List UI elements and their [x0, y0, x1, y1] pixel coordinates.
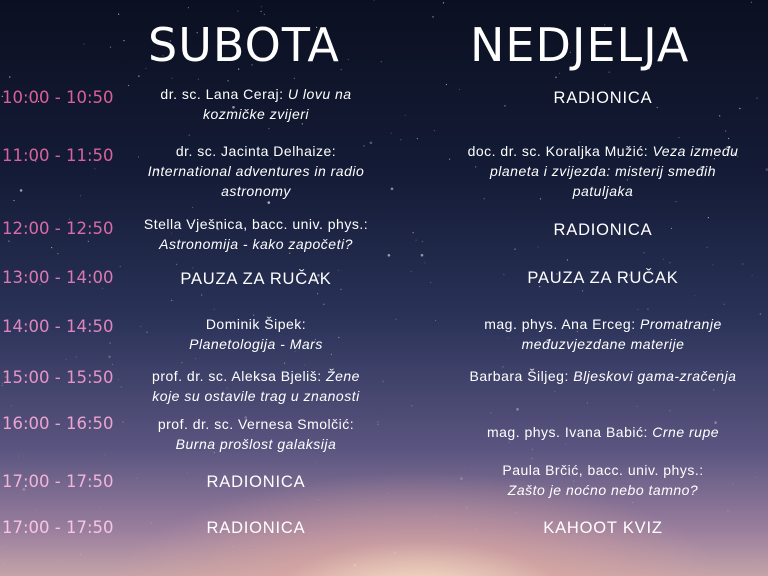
saturday-session — [138, 214, 374, 254]
sunday-session — [460, 220, 746, 240]
sunday-session — [460, 268, 746, 288]
time-slot: 10:00 - 10:50 — [2, 88, 114, 107]
time-slot: 13:00 - 14:00 — [2, 268, 114, 287]
talk-title: Astronomija - kako započeti? — [159, 236, 353, 252]
talk-title: U lovu na kozmičke zvijeri — [202, 86, 352, 122]
time-slot: 17:00 - 17:50 — [2, 472, 114, 491]
speaker-name: mag. phys. Ana Erceg: — [484, 316, 640, 332]
sunday-session — [460, 141, 746, 201]
sunday-header: NEDJELJA — [470, 18, 690, 72]
time-slot: 17:00 - 17:50 — [2, 518, 114, 537]
star — [261, 6, 262, 7]
star — [123, 40, 124, 41]
star — [341, 69, 342, 70]
speaker-name: Paula Brčić, bacc. univ. phys.: — [502, 462, 704, 478]
session-label: PAUZA ZA RUČAK — [527, 269, 679, 287]
star — [171, 78, 172, 79]
star — [84, 43, 85, 44]
sunday-session — [460, 460, 746, 500]
session-label: PAUZA ZA RUČAK — [180, 270, 332, 288]
star — [118, 14, 119, 15]
star — [751, 2, 752, 3]
star — [228, 80, 229, 81]
schedule-row — [0, 314, 768, 374]
time-slot: 15:00 - 15:50 — [2, 368, 114, 387]
talk-title: Burna prošlost galaksija — [175, 436, 337, 452]
star — [374, 0, 375, 1]
saturday-session — [138, 141, 374, 201]
star — [348, 59, 349, 60]
time-slot: 16:00 - 16:50 — [2, 414, 114, 433]
sunday-session — [460, 422, 746, 442]
star — [237, 11, 238, 12]
star — [110, 47, 111, 48]
saturday-session — [138, 472, 374, 492]
time-slot: 12:00 - 12:50 — [2, 219, 114, 238]
talk-title: International adventures in radio astronomy — [147, 163, 365, 199]
time-slot: 14:00 - 14:50 — [2, 317, 114, 336]
session-label: RADIONICA — [553, 221, 653, 239]
star — [555, 77, 556, 78]
star — [264, 14, 265, 15]
talk-title: Veza između planeta i zvijezda: misterij smeđih patuljaka — [489, 143, 739, 199]
session-label: RADIONICA — [553, 89, 653, 107]
star — [138, 76, 139, 77]
speaker-name: doc. dr. sc. Koraljka Mužić: — [467, 143, 653, 159]
time-slot: 11:00 - 11:50 — [2, 146, 114, 165]
saturday-session — [138, 269, 374, 289]
talk-title: Žene koje su ostavile trag u znanosti — [152, 368, 360, 404]
schedule-row — [0, 86, 768, 146]
sunday-session — [460, 88, 746, 108]
session-label: RADIONICA — [206, 519, 306, 537]
speaker-name: mag. phys. Ivana Babić: — [486, 424, 653, 440]
speaker-name: prof. dr. sc. Vernesa Smolčić: — [157, 416, 355, 432]
star — [9, 76, 10, 77]
talk-title: Zašto je noćno nebo tamno? — [507, 482, 699, 498]
talk-title: Promatranje međuzvjezdane materije — [521, 316, 722, 352]
star — [198, 79, 199, 80]
star — [443, 2, 444, 3]
saturday-session — [138, 414, 374, 454]
session-label: RADIONICA — [206, 473, 306, 491]
star — [446, 84, 447, 85]
saturday-session — [138, 84, 374, 124]
schedule-row — [0, 516, 768, 576]
speaker-name: dr. sc. Lana Ceraj: — [160, 86, 288, 102]
saturday-session — [138, 518, 374, 538]
star — [188, 7, 189, 8]
speaker-name: Barbara Šiljeg: — [469, 368, 574, 384]
speaker-name: prof. dr. sc. Aleksa Bjeliš: — [152, 368, 327, 384]
session-label: KAHOOT KVIZ — [543, 519, 663, 537]
star — [145, 68, 146, 69]
schedule-row — [0, 143, 768, 203]
talk-title: Crne rupe — [652, 424, 720, 440]
saturday-header: SUBOTA — [148, 18, 340, 72]
saturday-session — [138, 366, 374, 406]
saturday-session — [138, 314, 374, 354]
star — [559, 73, 560, 74]
sunday-session — [460, 314, 746, 354]
speaker-name: dr. sc. Jacinta Delhaize: — [175, 143, 337, 159]
speaker-name: Stella Vješnica, bacc. univ. phys.: — [143, 216, 369, 232]
star — [432, 16, 433, 17]
talk-title: Bljeskovi gama-zračenja — [573, 368, 737, 384]
speaker-name: Dominik Šipek: — [205, 316, 307, 332]
sunday-session — [460, 518, 746, 538]
star — [261, 11, 262, 12]
star — [192, 207, 193, 208]
star — [381, 61, 382, 62]
talk-title: Planetologija - Mars — [189, 336, 323, 352]
star — [294, 78, 295, 79]
sunday-session — [460, 366, 746, 386]
